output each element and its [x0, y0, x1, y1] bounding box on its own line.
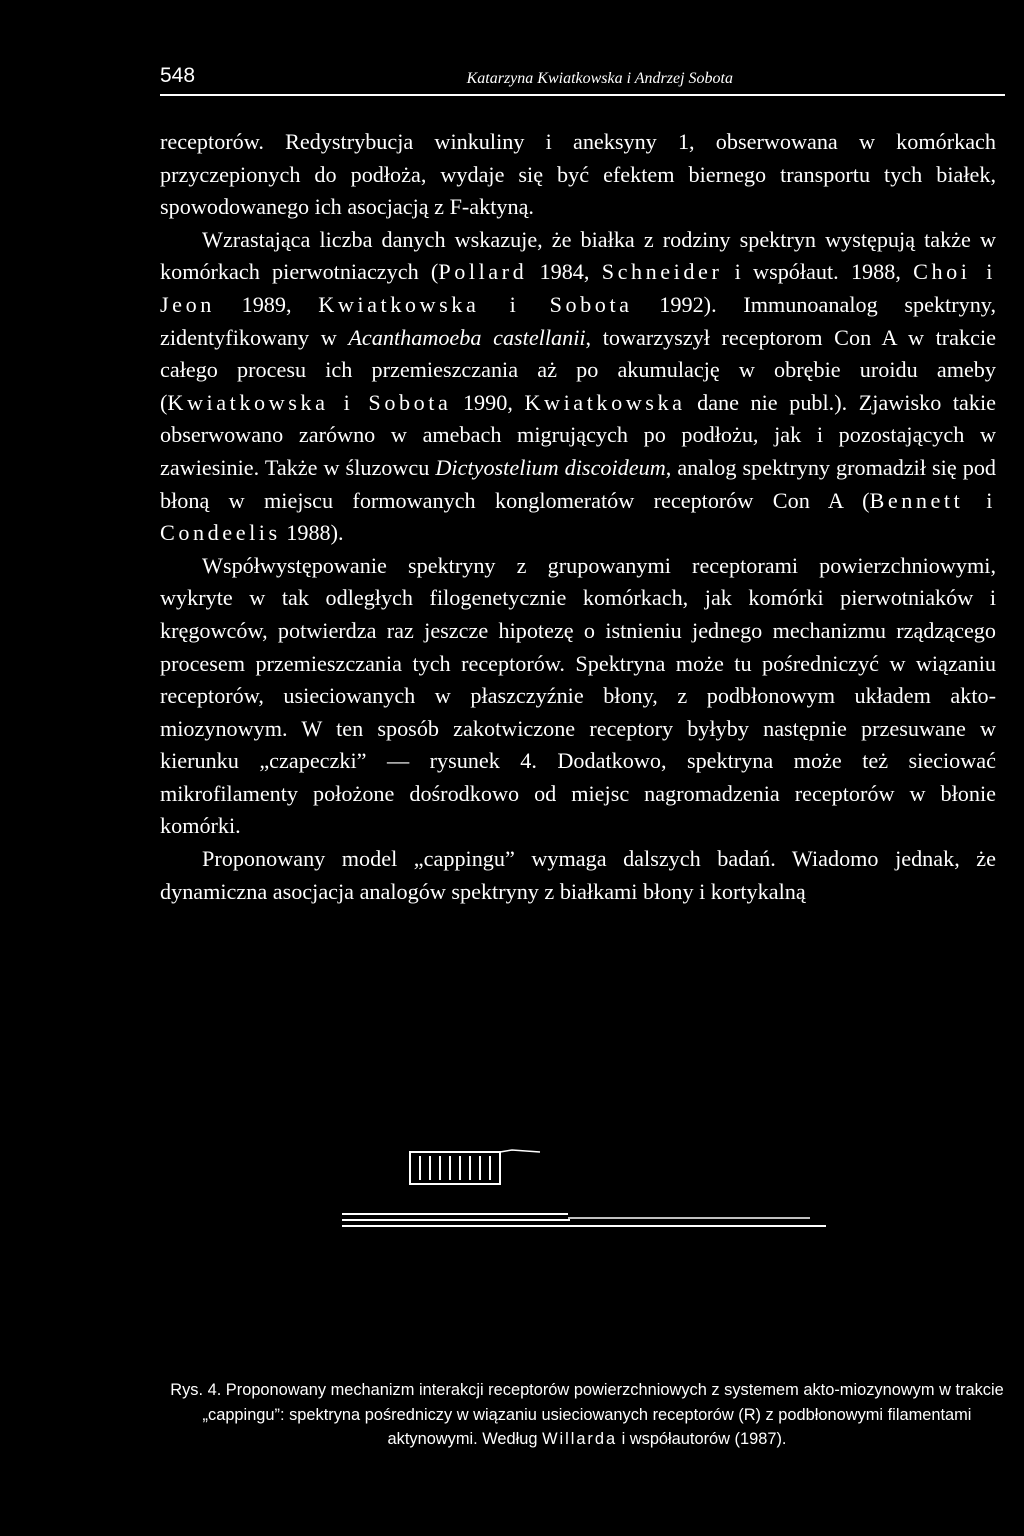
body-text: [160, 126, 996, 908]
text-run: , analog spektryny gromadził się pod błoną w miejscu formowanych konglomeratów receptorów Con A (: [160, 454, 997, 513]
running-head: Katarzyna Kwiatkowska i Andrzej Sobota: [466, 70, 733, 87]
paragraph: [160, 224, 996, 550]
author-name: Bennett i Condeelis: [160, 487, 996, 546]
author-name: Willarda: [542, 1430, 618, 1448]
text-run: Wzrastająca liczba danych wskazuje, że białka z rodziny spektryn występują także w komórkach pierwotniaczych (: [160, 226, 996, 285]
text-run: 1992). Immunoanalog spektryny, zidentyfikowany w: [160, 291, 997, 350]
author-name: Schneider: [601, 259, 723, 285]
text-run: Współwystępowanie spektryny z grupowanymi receptorami powierzchniowymi, wykryte w tak odległych filogenetycznie komórkach, jak komórki pierwotniaków i kręgowców, potwierdza raz jeszcze hipotezę o istnieniu jednego mechanizmu rządzącego procesem przemieszczania tych receptorów. Spektryna może tu pośredniczyć w wiązaniu receptorów, usieciowanych w płaszczyźnie błony, z podbłonowym układem akto-miozynowym. W ten sposób zakotwiczone receptory byłyby następnie przesuwane w kierunku „czapeczki” — rysunek 4. Dodatkowo, spektryna może też sieciować mikrofilamenty położone dośrodkowo od miejsc nagromadzenia receptorów w błonie komórki.: [160, 552, 996, 839]
receptor-cluster: [410, 1150, 540, 1184]
figure-caption: [162, 1378, 1012, 1452]
paragraph: [160, 126, 996, 224]
text-run: Rys. 4. Proponowany mechanizm interakcji receptorów powierzchniowych z systemem akto-miozynowym w trakcie „cappingu”: spektryna pośredniczy w wiązaniu usieciowanych receptorów (R) z podbłonowymi filamentami aktynowymi. Według: [170, 1381, 1004, 1448]
author-name: Choi i Jeon: [160, 259, 996, 317]
text-run: 1988).: [280, 520, 344, 546]
italic-term: Acanthamoeba castellanii: [348, 324, 586, 350]
text-run: 1984,: [527, 259, 602, 285]
author-name: Kwiatkowska: [524, 389, 686, 415]
figure-4-diagram: [340, 1140, 840, 1250]
receptor-cluster-frame: [410, 1152, 500, 1184]
page-header: [160, 64, 1005, 96]
text-run: receptorów. Redystrybucja winkuliny i aneksyny 1, obserwowana w komórkach przyczepionych do podłoża, wydaje się być efektem biernego transportu tych białek, spowodowanego ich asocjacją z F-aktyną.: [160, 129, 996, 220]
text-run: Proponowany model „cappingu” wymaga dalszych badań. Wiadomo jednak, że dynamiczna asocjacja analogów spektryny z białkami błony i kortykalną: [160, 846, 996, 904]
capping-diagram-svg: [340, 1140, 840, 1250]
text-run: i współaut. 1988,: [722, 259, 914, 285]
page-number: 548: [160, 64, 196, 87]
text-run: 1989,: [214, 291, 319, 317]
text-run: , towarzyszył receptorom Con A w trakcie całego procesu ich przemieszczania aż po akumulację w obrębie uroidu ameby (: [160, 324, 996, 415]
author-name: Kwiatkowska i Sobota: [318, 291, 633, 317]
paragraph: [160, 550, 996, 843]
receptor-cap-line: [500, 1150, 540, 1152]
text-run: i współautorów (1987).: [617, 1430, 787, 1448]
text-run: dane nie publ.). Zjawisko takie obserwowano zarówno w amebach migrujących po podłożu, jak i pozostających w zawiesinie. Także w śluzowcu: [160, 389, 996, 480]
italic-term: Dictyostelium discoideum: [435, 454, 666, 480]
author-name: Kwiatkowska i Sobota: [167, 389, 452, 415]
author-name: Pollard: [438, 259, 528, 285]
paragraph: [160, 843, 996, 908]
text-run: 1990,: [451, 389, 525, 415]
